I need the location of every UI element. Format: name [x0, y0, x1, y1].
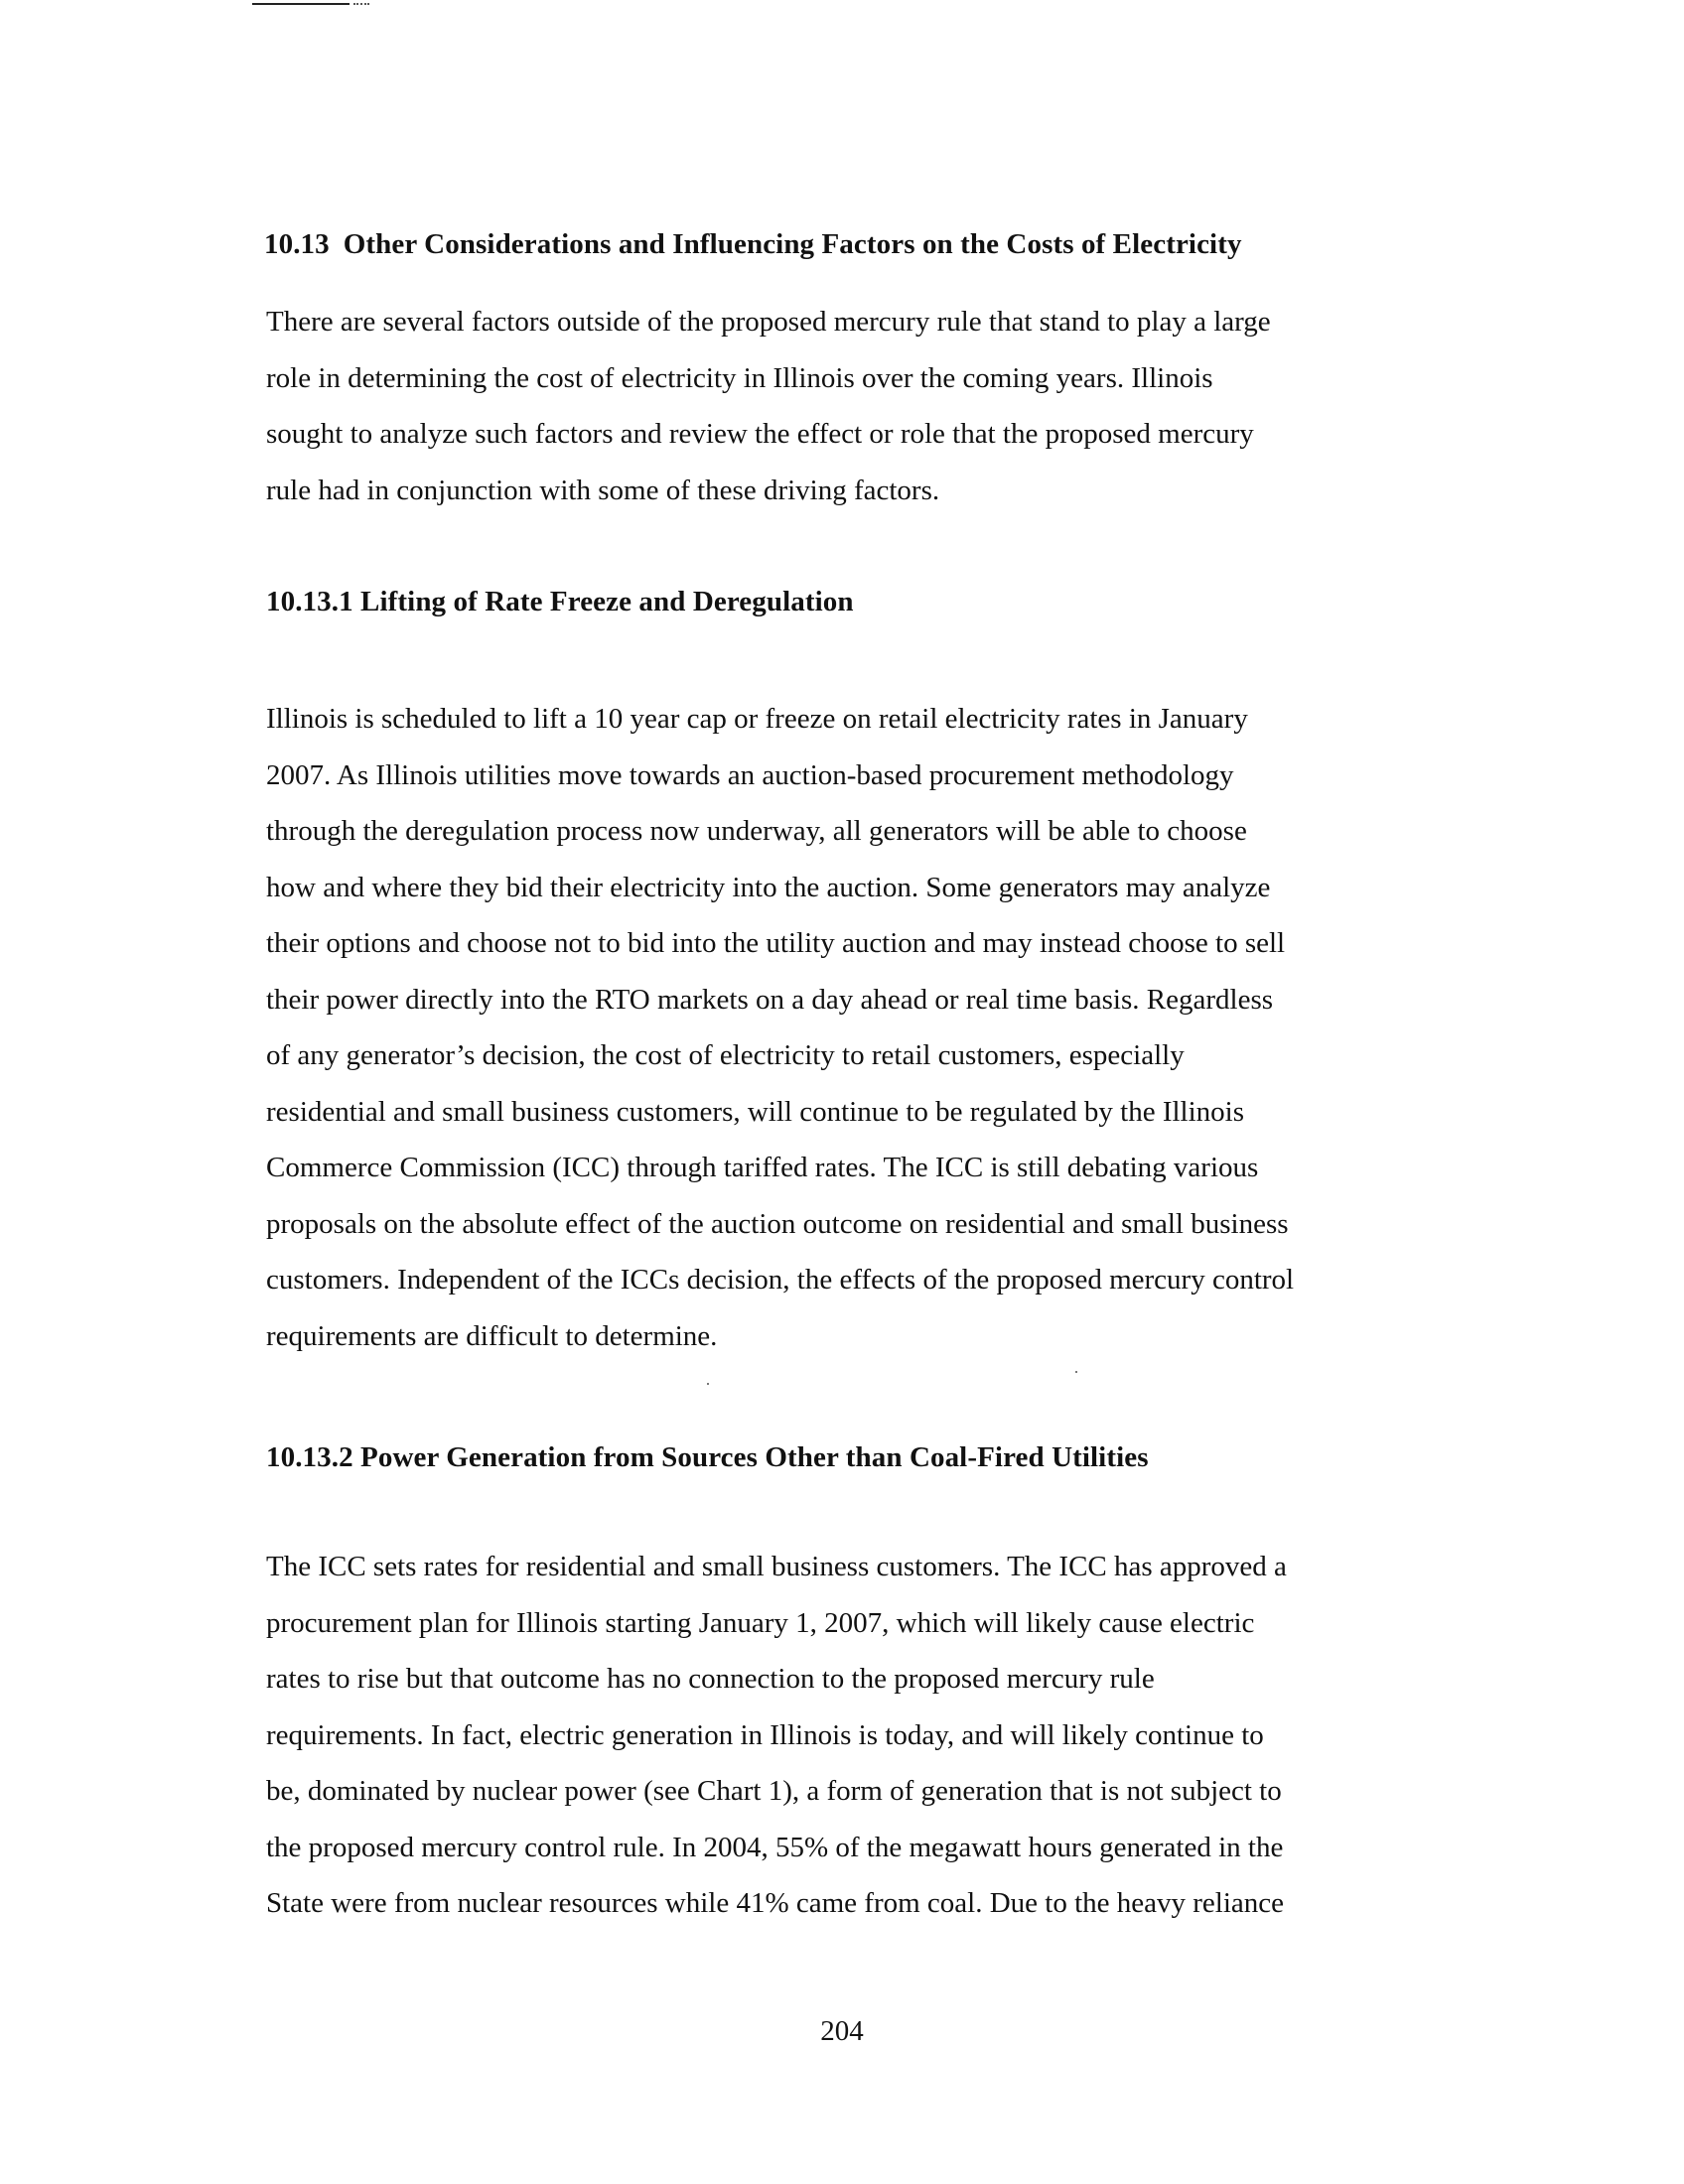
paragraph-10-13-1 — [266, 691, 1458, 1364]
text-line: through the deregulation process now underway, all generators will be able to choose — [266, 815, 1247, 847]
text-line: proposals on the absolute effect of the auction outcome on residential and small business — [266, 1207, 1289, 1240]
text-line: The ICC sets rates for residential and small business customers. The ICC has approved a — [266, 1551, 1287, 1582]
section-title: Other Considerations and Influencing Factors on the Costs of Electricity — [343, 228, 1242, 260]
section-heading-10-13-1: 10.13.1 Lifting of Rate Freeze and Deregulation — [266, 586, 854, 617]
text-line: of any generator’s decision, the cost of electricity to retail customers, especially — [266, 1039, 1185, 1071]
text-line: role in determining the cost of electricity in Illinois over the coming years. Illinois — [266, 361, 1213, 394]
text-line: their power directly into the RTO markets on a day ahead or real time basis. Regardless — [266, 983, 1274, 1016]
header-rule — [252, 3, 350, 5]
text-line: There are several factors outside of the proposed mercury rule that stand to play a large — [266, 306, 1271, 338]
text-line: requirements. In fact, electric generation in Illinois is today, and will likely continue to — [266, 1718, 1264, 1751]
scan-speck — [707, 1383, 709, 1385]
header-rule-fragment — [353, 3, 369, 5]
text-line: sought to analyze such factors and review the effect or role that the proposed mercury — [266, 418, 1254, 450]
text-line: residential and small business customers, will continue to be regulated by the Illinois — [266, 1095, 1244, 1128]
scan-speck — [1075, 1371, 1077, 1373]
text-line: rates to rise but that outcome has no connection to the proposed mercury rule — [266, 1663, 1155, 1695]
text-line: 2007. As Illinois utilities move towards an auction-based procurement methodology — [266, 758, 1234, 791]
text-line: rule had in conjunction with some of these driving factors. — [266, 474, 940, 506]
text-line: their options and choose not to bid into the utility auction and may instead choose to sell — [266, 927, 1286, 959]
text-line: requirements are difficult to determine. — [266, 1319, 718, 1352]
text-line: customers. Independent of the ICCs decision, the effects of the proposed mercury control — [266, 1264, 1295, 1296]
text-line: Illinois is scheduled to lift a 10 year cap or freeze on retail electricity rates in January — [266, 703, 1248, 735]
text-line: Commerce Commission (ICC) through tariffed rates. The ICC is still debating various — [266, 1152, 1259, 1183]
section-number: 10.13 — [264, 228, 330, 260]
page-number: 204 — [820, 2015, 864, 2047]
text-line: how and where they bid their electricity into the auction. Some generators may analyze — [266, 871, 1271, 903]
text-line: be, dominated by nuclear power (see Chart 1), a form of generation that is not subject to — [266, 1775, 1282, 1807]
text-line: procurement plan for Illinois starting January 1, 2007, which will likely cause electric — [266, 1606, 1255, 1639]
text-line: the proposed mercury control rule. In 2004, 55% of the megawatt hours generated in the — [266, 1831, 1284, 1863]
paragraph-10-13 — [266, 294, 1458, 518]
paragraph-10-13-2 — [266, 1539, 1458, 1932]
section-heading-10-13-2: 10.13.2 Power Generation from Sources Other than Coal-Fired Utilities — [266, 1441, 1149, 1473]
text-line: State were from nuclear resources while 41% came from coal. Due to the heavy reliance — [266, 1887, 1285, 1919]
section-heading-10-13 — [264, 228, 1242, 261]
